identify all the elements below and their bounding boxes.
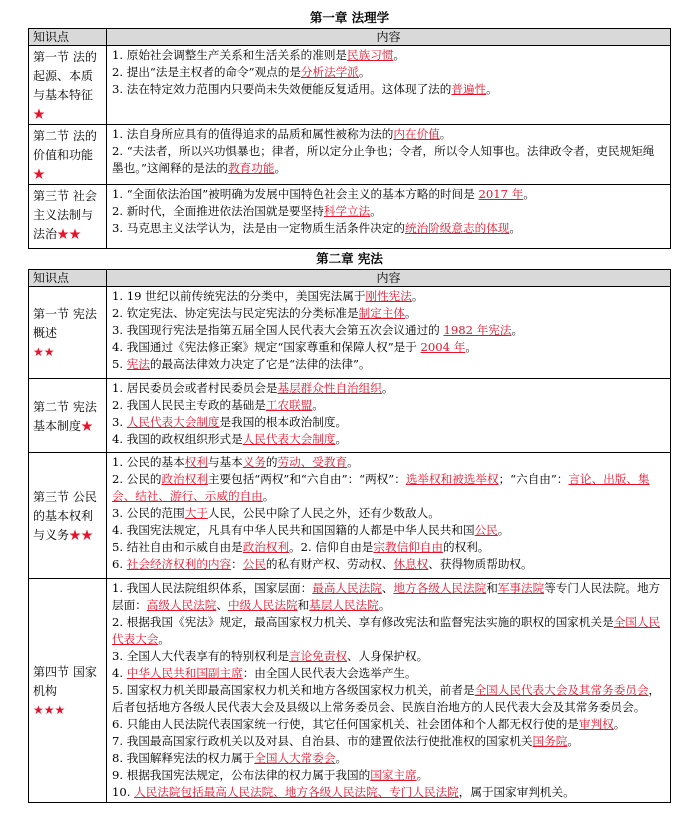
content-text: 3. 我国现行宪法是指第五届全国人民代表大会第五次会议通过的 [112, 323, 444, 337]
content-text: 2. 新时代，全面推进依法治国就是要坚持 [112, 204, 324, 218]
content-line [112, 186, 665, 203]
content-text: 2. 公民的 [112, 472, 162, 486]
content-text: 与基本 [207, 455, 243, 469]
content-line [112, 665, 665, 682]
content-line [112, 784, 665, 801]
content-text: 。 [486, 82, 498, 96]
content-text: 主要包括“两权”和“六自由”：“两权”： [207, 472, 406, 486]
section-name: 第一节 法的起源、本质与基本特征 [33, 50, 97, 102]
highlighted-answer: 审判权 [578, 717, 614, 731]
highlighted-answer: 刚性宪法 [365, 289, 412, 303]
section-name: 第三节 公民的基本权利与义务 [33, 490, 97, 542]
content-text: 4. 我国通过《宪法修正案》规定“国家尊重和保障人权”是于 [112, 340, 421, 354]
highlighted-answer: 言论免责权 [289, 649, 348, 663]
content-text: 4. 我国宪法规定，凡具有中华人民共和国国籍的人都是中华人民共和国 [112, 523, 475, 537]
highlighted-answer: 1982 年宪法 [443, 323, 512, 337]
content-text: 。 [416, 768, 429, 782]
content-line [112, 322, 665, 339]
content-line [112, 454, 665, 471]
content-text: 3. [112, 415, 127, 429]
content-text: 。 [439, 127, 452, 141]
table-row [29, 379, 671, 453]
content-line [112, 356, 665, 373]
chapter-1-title: 第一章 法理学 [309, 10, 390, 25]
content-text: 1. “全面依法治国”被明确为发展中国特色社会主义的基本方略的时间是 [112, 187, 479, 201]
content-text: 2. “夫法者，所以兴功惧暴也；律者，所以定分止争也；令者，所以令人知事也。法律政令者，吏民规矩绳墨也。”这阐释的是法的 [112, 144, 655, 175]
highlighted-answer: 公民 [474, 523, 498, 537]
content-line [112, 126, 665, 143]
highlighted-answer: 地方各级人民法院 [393, 581, 487, 595]
content-line [112, 539, 665, 556]
content-line [112, 143, 665, 177]
highlighted-answer: 人民代表大会制度 [242, 432, 336, 446]
highlighted-answer: 国务院 [532, 734, 568, 748]
content-text: 3. 公民的范围 [112, 506, 185, 520]
content-line [112, 767, 665, 784]
content-text: 的权利。 [442, 540, 490, 554]
content-text: 3. 法在特定效力范围内只要尚未失效便能反复适用。这体现了法的 [112, 82, 452, 96]
chapter-1-table [28, 28, 671, 249]
content-text: 8. 我国解释宪法的权力属于 [112, 751, 255, 765]
content-text: 1. 法自身所应具有的值得追求的品质和属性被称为法的 [112, 127, 394, 141]
content-text: ，后者包括地方各级人民代表大会及县级以上常务委员会、民族自治地方的人民代表大会及其常务委员会。 [112, 683, 661, 714]
content-text: 6. [112, 557, 127, 571]
highlighted-answer: 全国人民代表大会及其常务委员会 [474, 683, 649, 697]
content-text: 。 [370, 204, 382, 218]
highlighted-answer: 义务 [242, 455, 266, 469]
section-name: 第三节 社会主义法制与法治 [33, 189, 97, 241]
highlighted-answer: 2004 年 [420, 340, 466, 354]
content-line [112, 380, 665, 397]
highlighted-answer: 宗教信仰自由 [373, 540, 443, 554]
highlighted-answer: 劳动、受教育 [277, 455, 348, 469]
table-row [29, 125, 671, 185]
highlighted-answer: 选举权和被选举权 [405, 472, 499, 486]
content-cell [107, 125, 671, 185]
content-line [112, 505, 665, 522]
content-text: 、获得物质帮助权。 [428, 557, 533, 571]
content-line [112, 81, 665, 98]
content-text: 。 [347, 455, 359, 469]
content-text: 2. 钦定宪法、协定宪法与民定宪法的分类标准是 [112, 306, 359, 320]
highlighted-answer: 中级人民法院 [227, 598, 298, 612]
table-row [29, 453, 671, 579]
highlighted-answer: 全国人大常委会 [254, 751, 336, 765]
highlighted-answer: 政治权利 [242, 540, 290, 554]
highlighted-answer: 人民法院包括最高人民法院、地方各级人民法院、专门人民法院 [134, 785, 459, 799]
content-line [112, 614, 665, 648]
content-line [112, 397, 665, 414]
content-text: 2. 根据我国《宪法》规定，最高国家权力机关、享有修改宪法和监督宪法实施的职权的国家机关是 [112, 615, 614, 629]
content-text: 9. 根据我国宪法规定，公布法律的权力属于我国的 [112, 768, 371, 782]
content-text: 2. 提出“法是主权者的命令”观点的是 [112, 65, 301, 79]
section-cell [29, 453, 107, 579]
content-text: 3. 马克思主义法学认为，法是由一定物质生活条件决定的 [112, 221, 405, 235]
star-rating: ★★ [57, 227, 82, 241]
content-text: 4. 我国的政权组织形式是 [112, 432, 243, 446]
content-line [112, 522, 665, 539]
highlighted-answer: 分析法学派 [300, 65, 359, 79]
highlighted-answer: 宪法 [126, 357, 150, 371]
content-text: 和 [486, 581, 498, 595]
header-knowledge-point: 知识点 [29, 29, 107, 46]
table-row [29, 287, 671, 379]
content-text: 。 [378, 598, 391, 612]
content-line [112, 339, 665, 356]
content-text: 是我国的根本政治制度。 [219, 415, 348, 429]
content-line [112, 750, 665, 767]
content-text: ，属于国家审判机关。 [458, 785, 575, 799]
section-cell [29, 379, 107, 453]
highlighted-answer: 政治权利 [161, 472, 208, 486]
highlighted-answer: 全国人民代表大会 [112, 615, 661, 646]
highlighted-answer: 工农联盟 [265, 398, 313, 412]
section-name: 第一节 宪法概述 [33, 307, 97, 340]
highlighted-answer: 科学立法 [323, 204, 371, 218]
content-text: ；“六自由”： [498, 472, 569, 486]
highlighted-answer: 最高人民法院 [312, 581, 382, 595]
table-row [29, 185, 671, 249]
highlighted-answer: 2017 年 [478, 187, 524, 201]
chapter-2-title: 第二章 宪法 [316, 251, 383, 266]
highlighted-answer: 军事法院 [497, 581, 545, 595]
content-text: 4. [112, 666, 127, 680]
content-text: 5. 结社自由和示威自由是 [112, 540, 243, 554]
section-cell [29, 287, 107, 379]
content-cell [107, 453, 671, 579]
content-text: 。 [405, 306, 417, 320]
content-cell [107, 379, 671, 453]
content-text: 的私有财产权、劳动权、 [265, 557, 394, 571]
content-text: 。 [381, 381, 394, 395]
highlighted-answer: 教育功能 [228, 161, 275, 175]
section-cell [29, 46, 107, 125]
content-cell [107, 579, 671, 803]
star-rating: ★★★ [33, 703, 66, 717]
content-text: 。 [393, 48, 406, 62]
content-text: 1. 我国人民法院组织体系，国家层面： [112, 581, 313, 595]
highlighted-answer: 民族习惯 [347, 48, 394, 62]
content-line [112, 716, 665, 733]
table-row [29, 579, 671, 803]
content-text: 、人身保护权。 [347, 649, 429, 663]
chapter-2-table [28, 269, 671, 803]
highlighted-answer: 大于 [184, 506, 208, 520]
content-text: 等专门人民法院。地方层面： [112, 581, 661, 612]
content-text: 、 [381, 581, 394, 595]
section-name: 第二节 法的价值和功能 [33, 129, 97, 162]
content-line [112, 682, 665, 716]
header-knowledge-point: 知识点 [29, 270, 107, 287]
content-text: 人民，公民中除了人民之外，还有少数敌人。 [207, 506, 440, 520]
highlighted-answer: 言论、出版、集会、结社、游行、示威的自由 [112, 472, 650, 503]
content-text: 。 [335, 432, 348, 446]
content-text: 。 [312, 398, 324, 412]
highlighted-answer: 社会经济权利的内容 [126, 557, 232, 571]
content-text: 。 [411, 289, 424, 303]
content-text: 。 [497, 523, 510, 537]
content-text: 。 [511, 323, 524, 337]
content-cell [107, 185, 671, 249]
header-content: 内容 [107, 270, 671, 287]
content-text: 3. 全国人大代表享有的特别权利是 [112, 649, 290, 663]
content-text: ： [231, 557, 243, 571]
content-line [112, 431, 665, 448]
content-text: 1. 公民的基本 [112, 455, 185, 469]
table-header-row [29, 29, 671, 46]
content-line [112, 733, 665, 750]
content-text: 。 [158, 632, 170, 646]
content-text: 的 [265, 455, 278, 469]
content-text: 6. 只能由人民法院代表国家统一行使，其它任何国家机关、社会团体和个人都无权行使的是 [112, 717, 579, 731]
content-text: 。 [262, 489, 275, 503]
star-rating: ★ [33, 167, 46, 181]
content-line [112, 648, 665, 665]
star-rating: ★ [81, 418, 94, 433]
content-line [112, 203, 665, 220]
content-line [112, 556, 665, 573]
content-line [112, 64, 665, 81]
header-content: 内容 [107, 29, 671, 46]
page [28, 8, 671, 803]
highlighted-answer: 国家主席 [370, 768, 417, 782]
section-cell [29, 185, 107, 249]
content-text: 。 [567, 734, 579, 748]
highlighted-answer: 高级人民法院 [146, 598, 217, 612]
highlighted-answer: 中华人民共和国副主席 [126, 666, 243, 680]
highlighted-answer: 公民 [242, 557, 266, 571]
content-text: 。 [335, 751, 348, 765]
content-text: 。 [358, 65, 371, 79]
content-line [112, 305, 665, 322]
content-cell [107, 287, 671, 379]
highlighted-answer: 基层人民法院 [309, 598, 379, 612]
highlighted-answer: 人民代表大会制度 [126, 415, 220, 429]
content-text: 。 [465, 340, 477, 354]
section-cell [29, 125, 107, 185]
content-cell [107, 46, 671, 125]
content-line [112, 47, 665, 64]
section-name: 第四节 国家机构 [33, 665, 97, 698]
content-text: 1. 居民委员会或者村民委员会是 [112, 381, 278, 395]
content-text: 7. 我国最高国家行政机关以及对县、自治县、市的建置依法行使批准权的国家机关 [112, 734, 533, 748]
section-cell [29, 579, 107, 803]
table-header-row [29, 270, 671, 287]
content-line [112, 580, 665, 614]
content-line [112, 471, 665, 505]
content-text: 。 [274, 161, 287, 175]
content-text: 的最高法律效力决定了它是“法律的法律”。 [149, 357, 371, 371]
content-text: 10. [112, 785, 135, 799]
content-text: 。 [509, 221, 521, 235]
star-rating: ★★ [69, 528, 94, 542]
star-rating: ★★ [33, 345, 55, 359]
content-text: ：由全国人民代表大会选举产生。 [242, 666, 417, 680]
highlighted-answer: 权利 [184, 455, 208, 469]
content-text: 和 [297, 598, 310, 612]
content-text: 、 [216, 598, 228, 612]
content-text: 1. 原始社会调整生产关系和生活关系的准则是 [112, 48, 348, 62]
content-text: 。 [613, 717, 626, 731]
highlighted-answer: 内在价值 [393, 127, 440, 141]
content-line [112, 220, 665, 237]
content-text: 1. 19 世纪以前传统宪法的分类中，美国宪法属于 [112, 289, 366, 303]
content-line [112, 288, 665, 305]
content-text: 5. [112, 357, 127, 371]
highlighted-answer: 制定主体 [358, 306, 406, 320]
section-name: 第二节 宪法基本制度 [33, 399, 97, 433]
highlighted-answer: 基层群众性自治组织 [277, 381, 382, 395]
content-text: 2. 我国人民民主专政的基础是 [112, 398, 266, 412]
content-line [112, 414, 665, 431]
table-row [29, 46, 671, 125]
highlighted-answer: 休息权 [393, 557, 429, 571]
highlighted-answer: 普遍性 [451, 82, 487, 96]
highlighted-answer: 统治阶级意志的体现 [405, 221, 510, 235]
content-text: 。 [523, 187, 535, 201]
content-text: 5. 国家权力机关即最高国家权力机关和地方各级国家权力机关，前者是 [112, 683, 475, 697]
content-text: 。2. 信仰自由是 [289, 540, 374, 554]
star-rating: ★ [33, 107, 46, 121]
